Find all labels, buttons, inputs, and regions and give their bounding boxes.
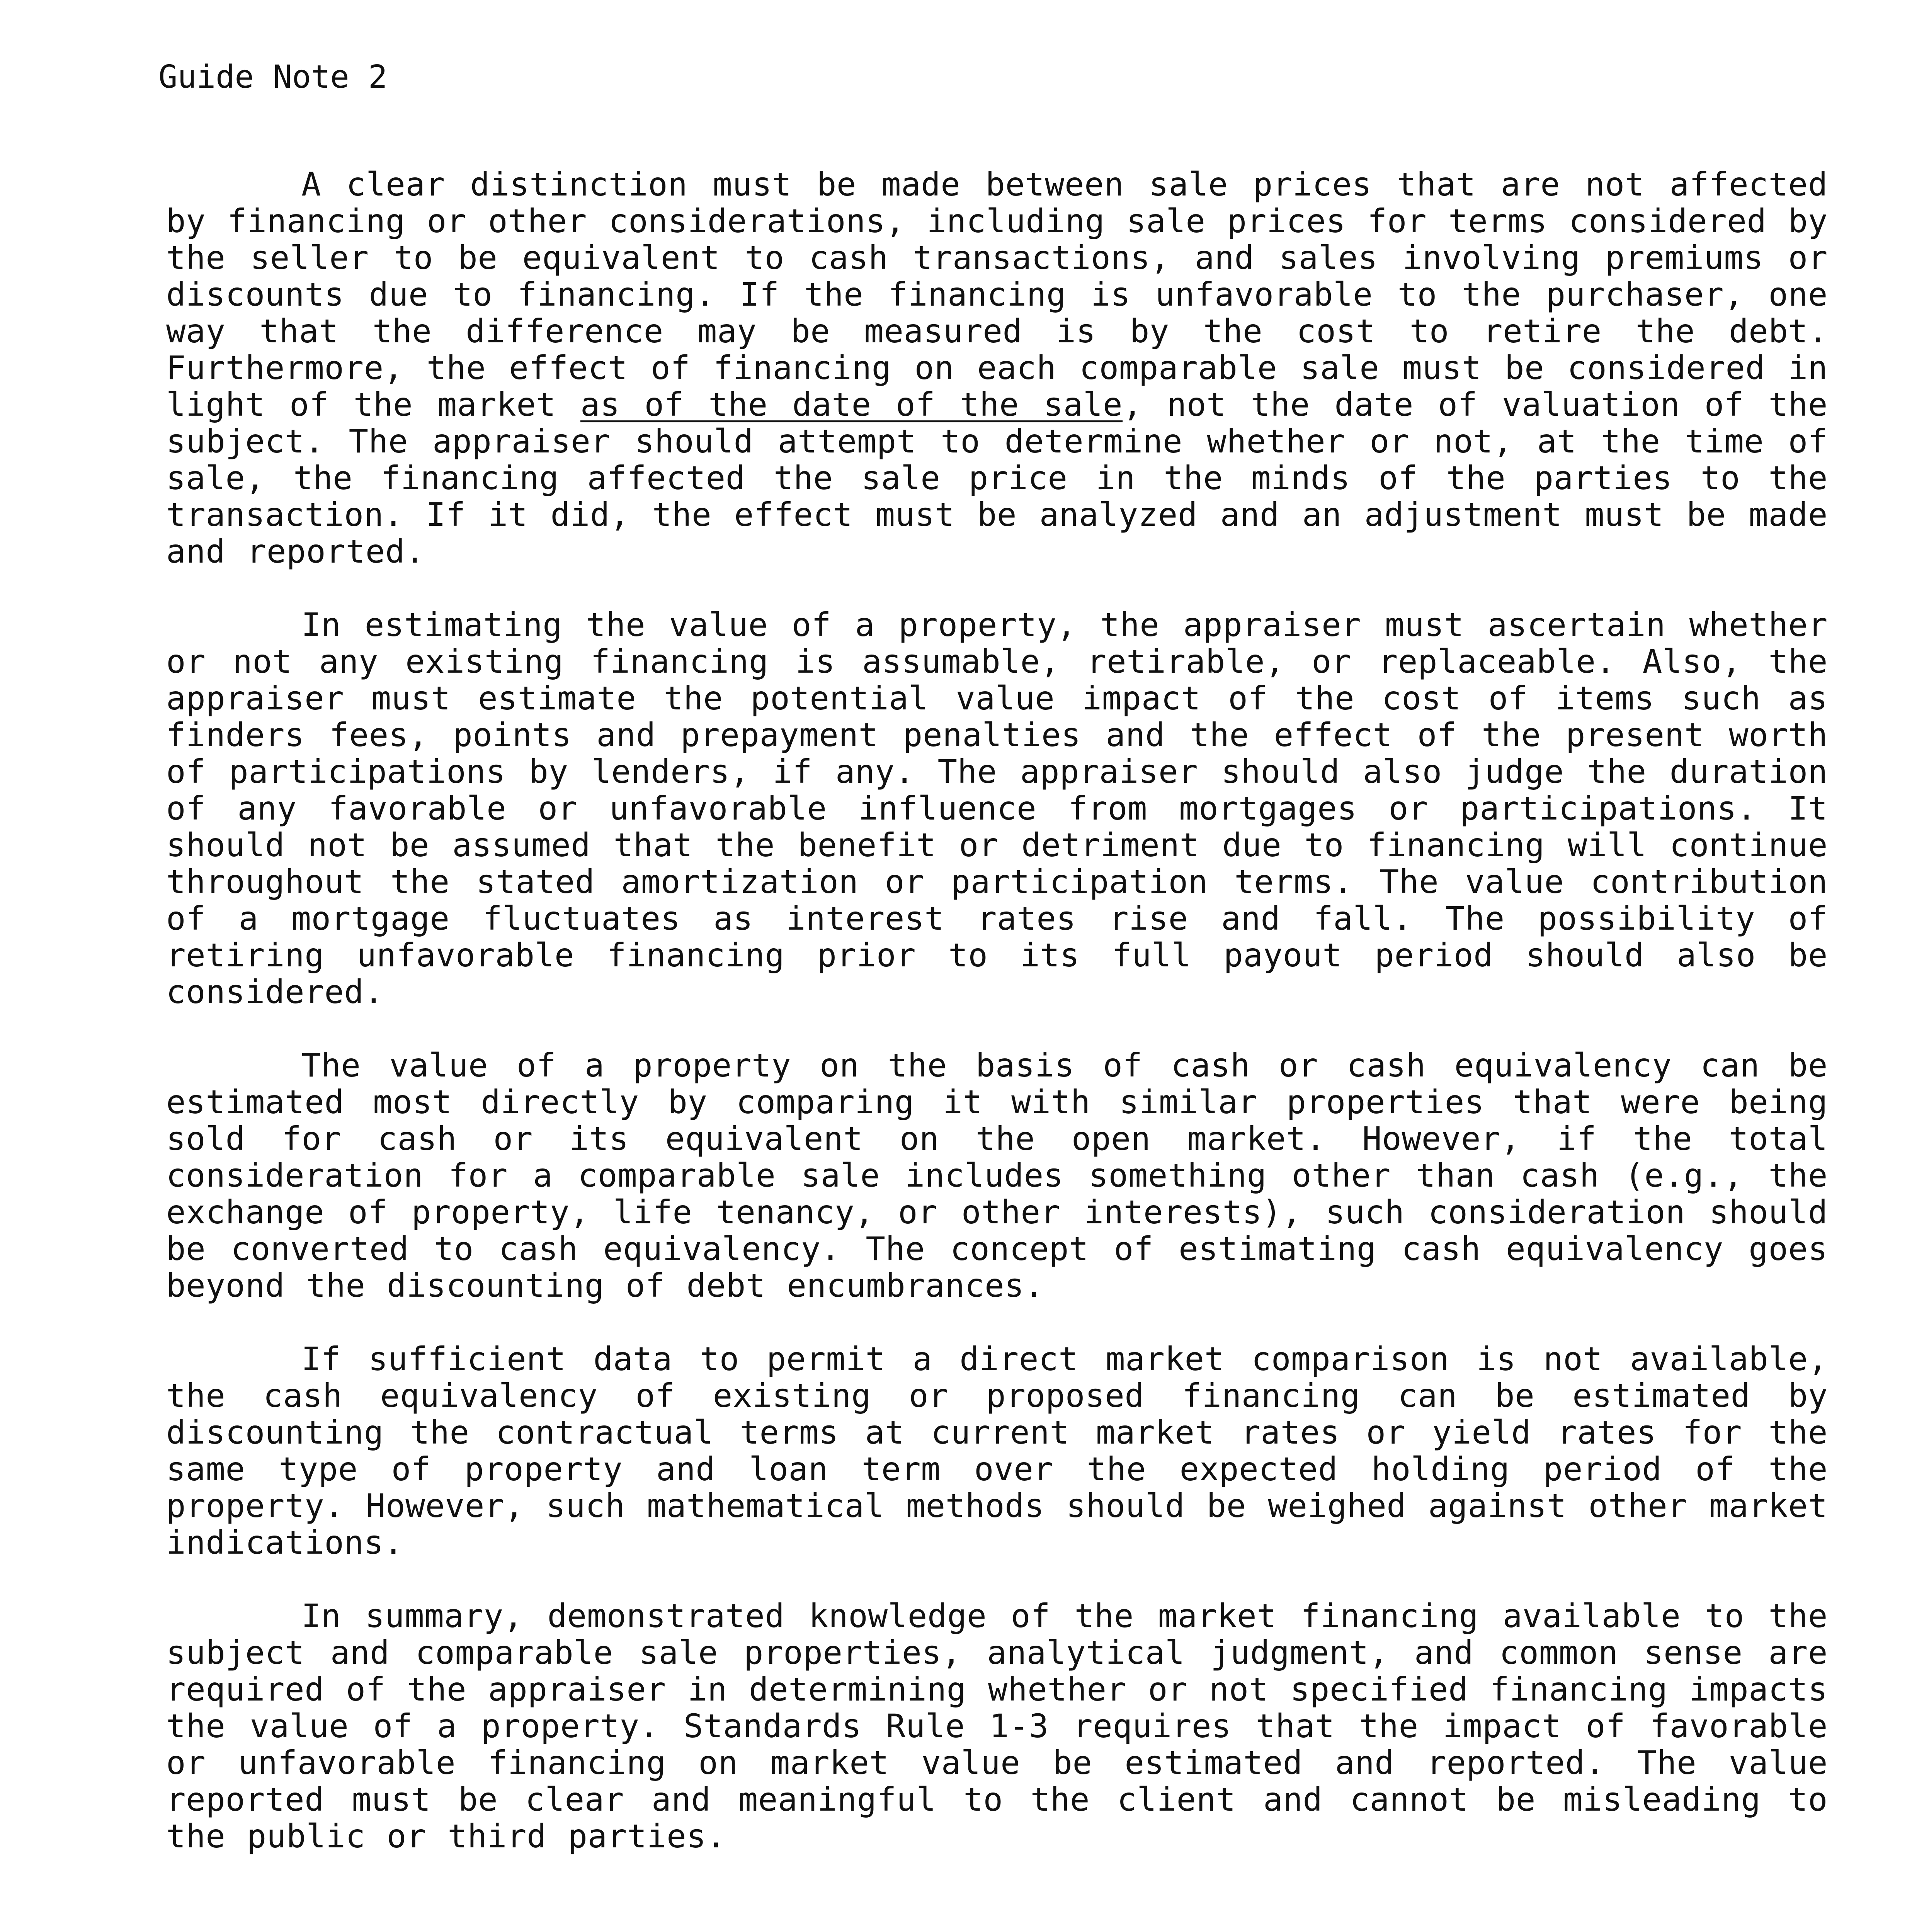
- page-header: Guide Note 2: [158, 59, 388, 95]
- paragraph-5: In summary, demonstrated knowledge of the market financing available to the subject and comparable sale properties, analytical judgment, and common sense are required of the appraiser in determining whether or not specified financing impacts the value of a property. Standards Rule 1-3 requires that the impact of favorable or unfavorable financing on market value be estimated and reported. The value reported must be clear and meaningful to the client and cannot be misleading to the public or third parties.: [166, 1597, 1828, 1855]
- paragraph-2: In estimating the value of a property, the appraiser must ascertain whether or not any existing financing is assumable, retirable, or replaceable. Also, the appraiser must estimate the potential value impact of the cost of items such as finders fees, points and prepayment penalties and the effect of the present worth of participations by lenders, if any. The appraiser should also judge the duration of any favorable or unfavorable influence from mortgages or participations. It should not be assumed that the benefit or detriment due to financing will continue throughout the stated amortization or participation terms. The value contribution of a mortgage fluctuates as interest rates rise and fall. The possibility of retiring unfavorable financing prior to its full payout period should also be considered.: [166, 606, 1828, 1011]
- paragraph-1: [166, 166, 1828, 570]
- paragraph-1-text-start: A clear distinction must be made between sale prices that are not affected by financing or other considerations, including sale prices for terms considered by the seller to be equivalent to cash transactions, and sales involving premiums or discounts due to financing. If the financing is unfavorable to the purchaser, one way that the difference may be measured is by the cost to retire the debt. Furthermore, the effect of financing on each comparable sale must be considered in light of the market: [166, 165, 1828, 423]
- paragraph-3: The value of a property on the basis of cash or cash equivalency can be estimated most directly by comparing it with similar properties that were being sold for cash or its equivalent on the open market. However, if the total consideration for a comparable sale includes something other than cash (e.g., the exchange of property, life tenancy, or other interests), such consideration should be converted to cash equivalency. The concept of estimating cash equivalency goes beyond the discounting of debt encumbrances.: [166, 1046, 1828, 1304]
- paragraph-4: If sufficient data to permit a direct market comparison is not available, the cash equivalency of existing or proposed financing can be estimated by discounting the contractual terms at current market rates or yield rates for the same type of property and loan term over the expected holding period of the property. However, such mathematical methods should be weighed against other market indications.: [166, 1340, 1828, 1561]
- underlined-phrase: as of the date of the sale: [580, 386, 1123, 423]
- paragraph-1-text-end: , not the date of valuation of the subject. The appraiser should attempt to determine whether or not, at the time of sale, the financing affected the sale price in the minds of the parties to the transaction. If it did, the effect must be analyzed and an adjustment must be made and reported.: [166, 386, 1828, 570]
- document-body: [166, 166, 1828, 1891]
